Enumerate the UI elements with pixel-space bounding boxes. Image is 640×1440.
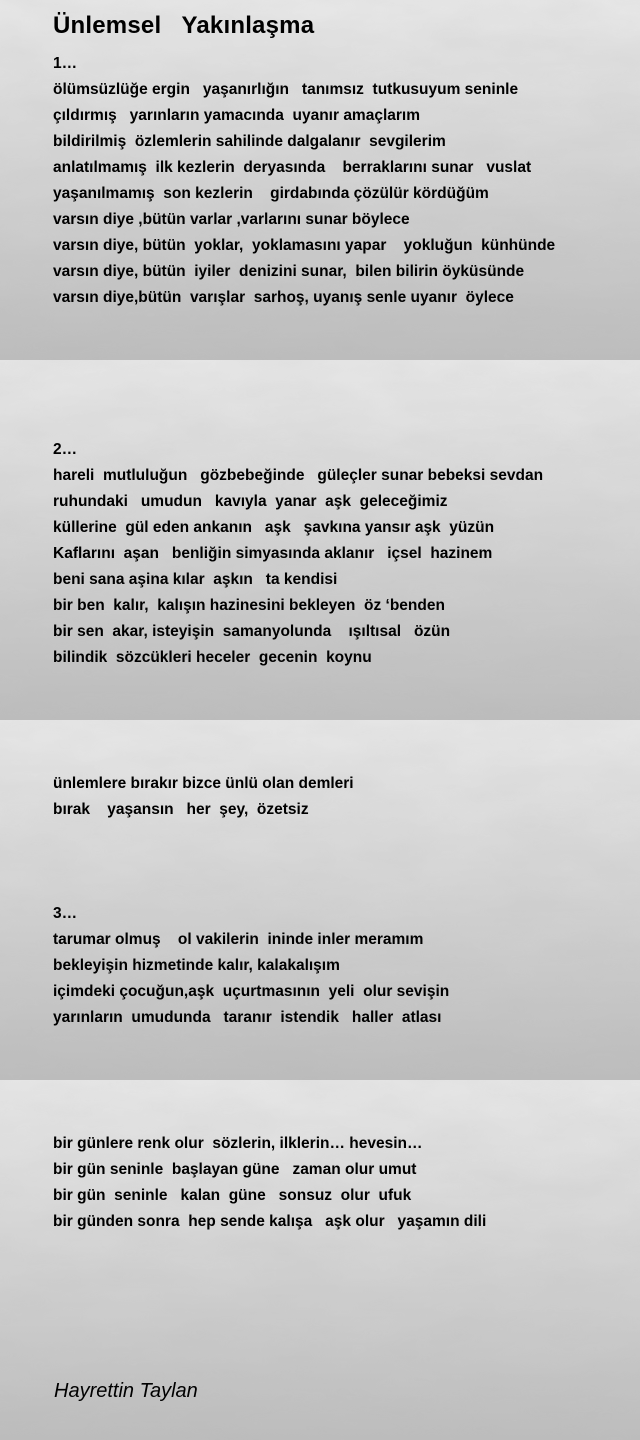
poem-line: yaşanılmamış son kezlerin girdabında çözülür kördüğüm	[53, 185, 489, 202]
poem-line: 3…	[53, 905, 78, 922]
poem-line: beni sana aşina kılar aşkın ta kendisi	[53, 571, 338, 588]
poem-line: ölümsüzlüğe ergin yaşanırlığın tanımsız tutkusuyum seninle	[53, 81, 519, 98]
poem-line: küllerine gül eden ankanın aşk şavkına yansır aşk yüzün	[53, 519, 495, 536]
poem-line: bir gün seninle başlayan güne zaman olur umut	[53, 1161, 417, 1178]
poem-line: anlatılmamış ilk kezlerin deryasında berraklarını sunar vuslat	[53, 159, 532, 176]
author-name: Hayrettin Taylan	[54, 1380, 198, 1402]
poem-line: ünlemlere bırakır bizce ünlü olan demleri	[53, 775, 354, 792]
poem-line: bir gün seninle kalan güne sonsuz olur ufuk	[53, 1187, 412, 1204]
stanza-1	[53, 51, 555, 311]
poem-line: çıldırmış yarınların yamacında uyanır amaçlarım	[53, 107, 421, 124]
stanza-2	[53, 437, 543, 671]
poem-line: tarumar olmuş ol vakilerin ininde inler meramım	[53, 931, 424, 948]
poem-line: bilindik sözcükleri heceler gecenin koynu	[53, 649, 372, 666]
poem-line: 2…	[53, 441, 78, 458]
poem-line: hareli mutluluğun gözbebeğinde güleçler sunar bebeksi sevdan	[53, 467, 544, 484]
poem-line: varsın diye, bütün iyiler denizini sunar, bilen bilirin öyküsünde	[53, 263, 525, 280]
poem-line: yarınların umudunda taranır istendik haller atlası	[53, 1009, 442, 1026]
poem-line: 1…	[53, 55, 78, 72]
poem-line: bildirilmiş özlemlerin sahilinde dalgalanır sevgilerim	[53, 133, 446, 150]
stanza-final	[53, 1131, 486, 1235]
poem-line: içimdeki çocuğun,aşk uçurtmasının yeli olur sevişin	[53, 983, 450, 1000]
poem-line: varsın diye,bütün varışlar sarhoş, uyanış senle uyanır öylece	[53, 289, 514, 306]
poem-line: bir ben kalır, kalışın hazinesini bekleyen öz ‘benden	[53, 597, 445, 614]
poem-line: bekleyişin hizmetinde kalır, kalakalışım	[53, 957, 340, 974]
poem-line: bırak yaşansın her şey, özetsiz	[53, 801, 309, 818]
poem-line: bir günden sonra hep sende kalışa aşk olur yaşamın dili	[53, 1213, 487, 1230]
poem-line: varsın diye ,bütün varlar ,varlarını sunar böylece	[53, 211, 410, 228]
poem-line: varsın diye, bütün yoklar, yoklamasını yapar yokluğun künhünde	[53, 237, 556, 254]
poem-line: bir sen akar, isteyişin samanyolunda ışıltısal özün	[53, 623, 451, 640]
poem-line: ruhundaki umudun kavıyla yanar aşk geleceğimiz	[53, 493, 448, 510]
poem-title: Ünlemsel Yakınlaşma	[53, 12, 315, 39]
poem-line: Kaflarını aşan benliğin simyasında aklanır içsel hazinem	[53, 545, 493, 562]
stanza-interlude	[53, 771, 354, 823]
poem-line: bir günlere renk olur sözlerin, ilklerin… hevesin…	[53, 1135, 423, 1152]
stanza-3	[53, 901, 449, 1031]
